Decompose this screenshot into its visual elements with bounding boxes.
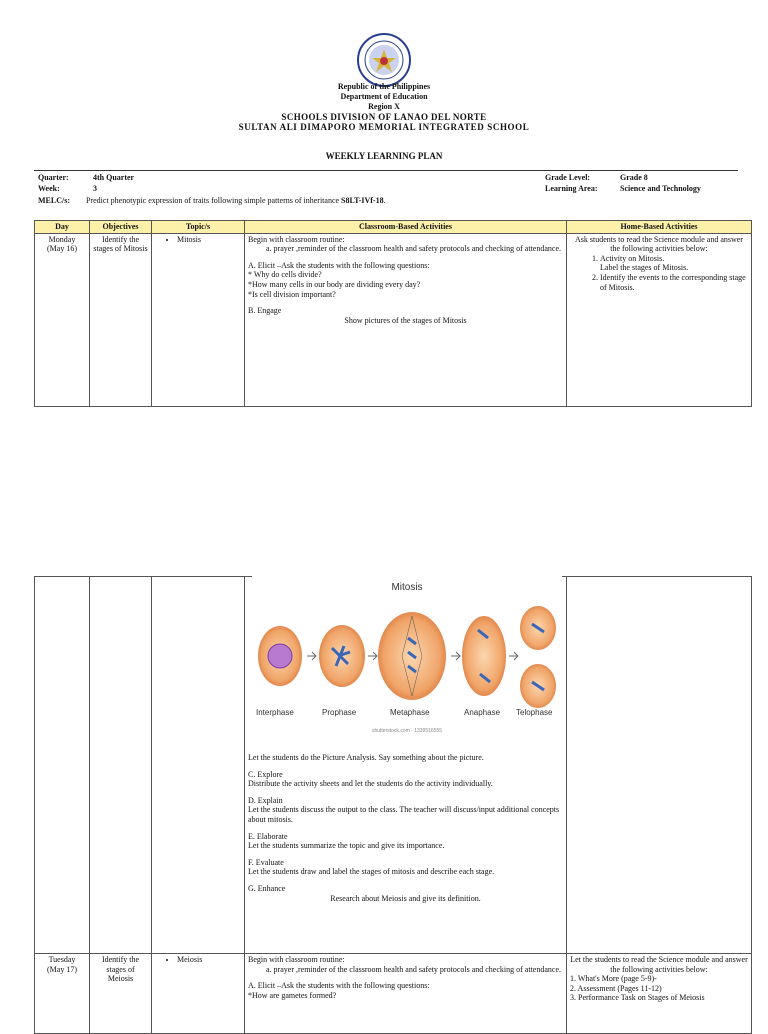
mitosis-figure-title: Mitosis — [391, 582, 423, 593]
tuesday-elicit: A. Elicit –Ask the students with the following questions: — [248, 981, 430, 991]
tuesday-hba-item-3: 3. Performance Task on Stages of Meiosis — [570, 993, 705, 1003]
monday-hba-item-1 — [600, 254, 748, 273]
explain-text: Let the students discuss the output to the class. The teacher will discuss/input additional concepts about mitosis. — [248, 805, 560, 824]
monday-elicit: A. Elicit –Ask the students with the following questions: — [248, 260, 430, 270]
week-value: 3 — [93, 184, 97, 193]
header-region: Region X — [368, 102, 400, 111]
monday-routine-a: a. prayer ,reminder of the classroom health and safety protocols and checking of attendance. — [266, 244, 561, 254]
monday-cont-day-cell — [35, 577, 90, 954]
evaluate-text: Let the students draw and label the stages of mitosis and describe each stage. — [248, 867, 495, 877]
monday-day-cell — [35, 233, 90, 406]
table-row-monday — [35, 233, 752, 406]
tuesday-day: Tuesday — [48, 955, 76, 964]
tuesday-date: (May 17) — [47, 964, 77, 974]
explore-heading: C. Explore — [248, 769, 283, 779]
enhance-text: Research about Meiosis and give its definition. — [330, 893, 481, 903]
table-row-tuesday — [35, 954, 752, 1034]
label-telophase: Telophase — [516, 708, 553, 717]
monday-engage: B. Engage — [248, 306, 282, 316]
tuesday-routine: Begin with classroom routine: — [248, 955, 345, 964]
col-header-objectives: Objectives — [90, 221, 152, 234]
melc-value: Predict phenotypic expression of traits following simple patterns of inheritance — [86, 196, 340, 205]
col-header-home-activities: Home-Based Activities — [567, 221, 752, 234]
label-prophase: Prophase — [322, 708, 357, 717]
monday-engage-text: Show pictures of the stages of Mitosis — [344, 315, 467, 325]
tuesday-hba-intro: Let the students to read the Science module and answer the following activities below: — [570, 955, 748, 974]
elaborate-heading: E. Elaborate — [248, 831, 288, 841]
document-title: WEEKLY LEARNING PLAN — [325, 151, 443, 161]
explain-heading: D. Explain — [248, 795, 283, 805]
tuesday-topic-cell — [152, 954, 245, 1034]
tuesday-objective: Identify the stages of Meiosis — [90, 954, 152, 1034]
header-school: SULTAN ALI DIMAPORO MEMORIAL INTEGRATED SCHOOL — [238, 122, 530, 132]
tuesday-cba-cell — [245, 954, 567, 1034]
melc-text: Predict phenotypic expression of traits following simple patterns of inheritance S8LT-IVf-18. — [86, 196, 386, 205]
quarter-label: Quarter: — [38, 173, 69, 182]
monday-hba-item-1-sub: Label the stages of Mitosis. — [600, 263, 689, 273]
area-label: Learning Area: — [545, 184, 598, 193]
quarter-value: 4th Quarter — [93, 173, 135, 182]
explore-text: Distribute the activity sheets and let the students do the activity individually. — [248, 779, 493, 789]
monday-topic: • Mitosis — [177, 235, 241, 245]
grade-label: Grade Level: — [545, 173, 591, 182]
monday-question-3: *Is cell division important? — [248, 289, 336, 299]
tuesday-hba-cell — [567, 954, 752, 1034]
monday-question-1: * Why do cells divide? — [248, 270, 322, 280]
enhance-heading: G. Enhance — [248, 883, 286, 893]
tuesday-question-1: *How are gametes formed? — [248, 990, 337, 1000]
tuesday-topic: • Meiosis — [177, 955, 241, 965]
monday-date: (May 16) — [47, 244, 77, 254]
label-metaphase: Metaphase — [390, 708, 430, 717]
header-division: SCHOOLS DIVISION OF LANAO DEL NORTE — [281, 112, 487, 122]
monday-hba-intro: Ask students to read the Science module and answer the following activities below: — [575, 234, 743, 254]
col-header-topics: Topic/s — [152, 221, 245, 234]
area-value: Science and Technology — [620, 184, 701, 193]
monday-day: Monday — [48, 234, 76, 244]
monday-hba-cell — [567, 233, 752, 406]
header-department: Department of Education — [340, 92, 428, 101]
monday-cba-cell — [245, 233, 567, 406]
mitosis-stages-image — [252, 576, 562, 744]
monday-cont-objective-cell — [90, 577, 152, 954]
melc-label: MELC/s: — [38, 196, 70, 205]
tuesday-routine-a: a. prayer ,reminder of the classroom health and safety protocols and checking of attendance. — [266, 964, 561, 974]
week-label: Week: — [38, 184, 60, 193]
monday-routine: Begin with classroom routine: — [248, 234, 345, 244]
monday-question-2: *How many cells in our body are dividing every day? — [248, 279, 421, 289]
elaborate-text: Let the students summarize the topic and give its importance. — [248, 841, 445, 851]
monday-objective: Identify the stages of Mitosis — [90, 233, 152, 406]
label-interphase: Interphase — [256, 708, 294, 717]
image-credit: shutterstock.com · 1339516555 — [371, 728, 443, 734]
header-republic: Republic of the Philippines — [337, 82, 431, 91]
weekly-plan-table-page1 — [34, 220, 752, 407]
tuesday-hba-item-1: 1. What's More (page 5-9)- — [570, 974, 657, 984]
evaluate-heading: F. Evaluate — [248, 857, 284, 867]
picture-analysis: Let the students do the Picture Analysis. Say something about the picture. — [248, 753, 484, 762]
tuesday-hba-item-2: 2. Assessment (Pages 11-12) — [570, 983, 662, 993]
monday-topic-cell — [152, 233, 245, 406]
tuesday-day-cell — [35, 954, 90, 1034]
monday-cont-hba-cell — [567, 577, 752, 954]
monday-hba-item-1-text: Activity on Mitosis. — [600, 253, 665, 263]
monday-cont-topic-cell — [152, 577, 245, 954]
melc-code: S8LT-IVf-18 — [341, 196, 384, 205]
monday-hba-item-2: 2. Identify the events to the corresponding stage of Mitosis. — [600, 273, 748, 292]
col-header-classroom-activities: Classroom-Based Activities — [245, 221, 567, 234]
label-anaphase: Anaphase — [464, 708, 501, 717]
deped-seal-logo — [357, 33, 411, 87]
grade-value: Grade 8 — [620, 173, 648, 182]
mitosis-cells-drawing — [252, 576, 562, 744]
col-header-day: Day — [35, 221, 90, 234]
